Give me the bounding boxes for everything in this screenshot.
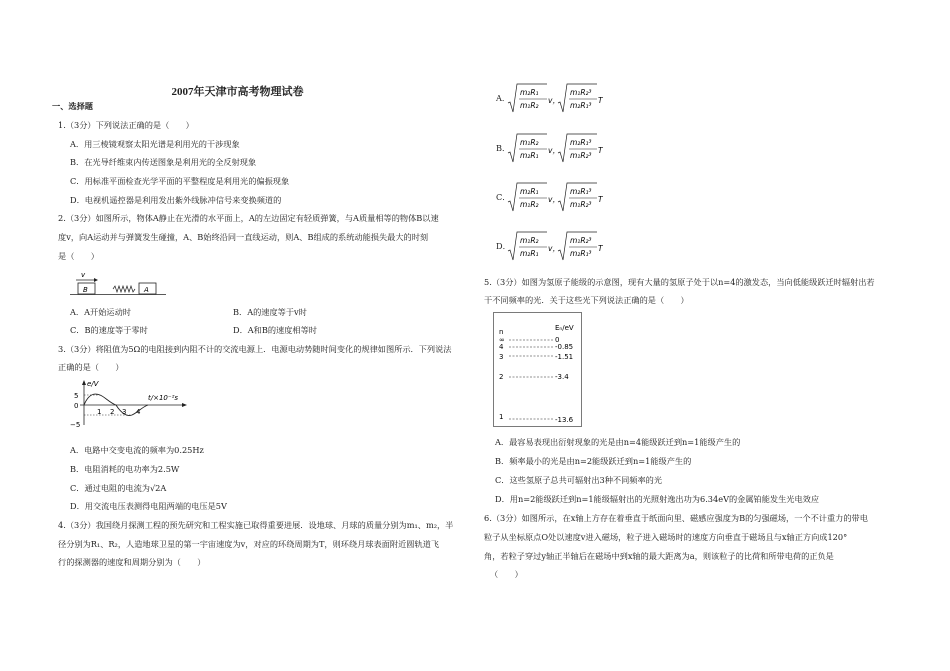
q4-stem-line1: 4.（3分）我国绕月探测工程的预先研究和工程实施已取得重要进展．设地球、月球的质量分别为m₁、m₂，半 bbox=[58, 520, 454, 530]
q5-option-a: A．最容易表现出衍射现象的光是由n=4能级跃迁到n=1能级产生的 bbox=[495, 437, 741, 447]
section-heading: 一、选择题 bbox=[52, 101, 93, 111]
q2-option-d: D．A和B的速度相等时 bbox=[233, 325, 317, 335]
q4-period-fraction-numerator: m₁R₂³ bbox=[570, 236, 592, 245]
q5-fig-e: Eₙ/eV bbox=[555, 324, 574, 332]
q4-velocity-symbol: v， bbox=[548, 195, 560, 204]
q4-velocity-symbol: v， bbox=[548, 146, 560, 155]
q5-option-d: D．用n=2能级跃迁到n=1能级辐射出的光照射逸出功为6.34eV的金属铂能发生光电效应 bbox=[495, 494, 820, 504]
q4-velocity-fraction-numerator: m₂R₁ bbox=[520, 88, 539, 97]
q3-fig-x3: 3 bbox=[122, 408, 127, 416]
q3-fig-ylabel: e/V bbox=[87, 380, 99, 388]
q2-fig-b: B bbox=[83, 286, 88, 294]
q3-fig-y0: 0 bbox=[74, 402, 79, 410]
q2-fig-a: A bbox=[144, 286, 149, 294]
q2-stem-line2: 度v，向A运动并与弹簧发生碰撞，A、B始终沿同一直线运动，则A、B组成的系统动能损失最大的时刻 bbox=[58, 232, 429, 242]
q1-option-a: A．用三棱镜观察太阳光谱是利用光的干涉现象 bbox=[70, 139, 240, 149]
q5-level-2-e: -3.4 bbox=[555, 373, 569, 381]
q4-period-fraction-numerator: m₂R₁³ bbox=[570, 138, 592, 147]
q4-period-symbol: T bbox=[598, 195, 603, 204]
q3-stem-line1: 3.（3分）将阻值为5Ω的电阻接到内阻不计的交流电源上．电源电动势随时间变化的规律如图所示．下列说法 bbox=[58, 344, 452, 354]
q3-option-c-text: C．通过电阻的电流为 bbox=[70, 483, 150, 493]
q4-stem-line3: 行的探测器的速度和周期分别为（ ） bbox=[58, 557, 206, 567]
q3-fig-xlabel: t/×10⁻²s bbox=[148, 394, 179, 402]
q3-stem-line2: 正确的是（ ） bbox=[58, 362, 124, 372]
q4-period-symbol: T bbox=[598, 96, 603, 105]
q2-option-c: C．B的速度等于零时 bbox=[70, 325, 148, 335]
q5-option-b: B．频率最小的光是由n=2能级跃迁到n=1能级产生的 bbox=[495, 456, 692, 466]
q5-level-4-n: 4 bbox=[499, 343, 504, 351]
page-title: 2007年天津市高考物理试卷 bbox=[171, 86, 304, 98]
q3-option-d: D．用交流电压表测得电阻两端的电压是5V bbox=[70, 501, 227, 511]
q3-option-c-value: √2A bbox=[149, 483, 167, 493]
q6-stem-line2: 粒子从坐标原点O处以速度v进入磁场，粒子进入磁场时的速度方向垂直于磁场且与x轴正方向成120° bbox=[484, 532, 848, 542]
q4-option-label: B． bbox=[496, 143, 511, 153]
q4-velocity-fraction-denominator: m₁R₂ bbox=[520, 200, 539, 209]
q4-option-label: A． bbox=[496, 93, 511, 103]
q5-level-3-n: 3 bbox=[499, 353, 504, 361]
q3-emf-graph bbox=[62, 377, 192, 437]
q4-velocity-fraction-denominator: m₂R₁ bbox=[520, 151, 539, 160]
q4-option-expression bbox=[508, 133, 608, 167]
q5-stem-line1: 5.（3分）如图为氢原子能级的示意图，现有大量的氢原子处于以n=4的激发态，当向低能级跃迁时辐射出若 bbox=[484, 277, 875, 287]
q4-stem-line2: 径分别为R₁、R₂，人造地球卫星的第一宇宙速度为v，对应的环绕周期为T，则环绕月球表面附近圆轨道飞 bbox=[58, 539, 440, 549]
q4-option-expression bbox=[508, 83, 608, 117]
q2-spring bbox=[113, 286, 135, 292]
q6-stem-line3: 角，若粒子穿过y轴正半轴后在磁场中到x轴的最大距离为a，则该粒子的比荷和所带电荷的正负是 bbox=[484, 551, 834, 561]
q5-fig-n: n bbox=[499, 328, 504, 336]
q5-level-3-e: -1.51 bbox=[555, 353, 574, 361]
q2-fig-v: v bbox=[81, 271, 86, 279]
q1-option-b: B．在光导纤维束内传送图象是利用光的全反射现象 bbox=[70, 157, 257, 167]
q4-option-expression bbox=[508, 231, 608, 265]
q6-stem-line4: （ ） bbox=[490, 569, 523, 579]
q1-option-d: D．电视机遥控器是利用发出紫外线脉冲信号来变换频道的 bbox=[70, 195, 282, 205]
q3-fig-y5: 5 bbox=[74, 392, 79, 400]
q6-stem-line1: 6.（3分）如图所示，在x轴上方存在着垂直于纸面向里、磁感应强度为B的匀强磁场，一个不计重力的带电 bbox=[484, 513, 868, 523]
q4-velocity-symbol: v， bbox=[548, 244, 560, 253]
q3-option-a: A．电路中交变电流的频率为0.25Hz bbox=[70, 445, 204, 455]
q4-period-symbol: T bbox=[598, 146, 603, 155]
q2-figure bbox=[68, 268, 168, 298]
q5-stem-line2: 干不同频率的光．关于这些光下列说法正确的是（ ） bbox=[484, 295, 689, 305]
q5-level-4-e: -0.85 bbox=[555, 343, 574, 351]
q2-stem-line3: 是（ ） bbox=[58, 251, 99, 261]
q2-option-b: B．A的速度等于v时 bbox=[233, 307, 307, 317]
q3-fig-x4: 4 bbox=[136, 408, 141, 416]
q3-fig-x1: 1 bbox=[97, 408, 102, 416]
q3-option-c bbox=[70, 483, 166, 494]
q5-level-2-n: 2 bbox=[499, 373, 504, 381]
q1-option-c: C．用标准平面检查光学平面的平整程度是利用光的偏振现象 bbox=[70, 176, 290, 186]
q4-period-fraction-denominator: m₂R₁³ bbox=[570, 101, 592, 110]
q5-level-1-e: -13.6 bbox=[555, 416, 574, 424]
q4-period-fraction-denominator: m₁R₂³ bbox=[570, 151, 592, 160]
q5-level-1-n: 1 bbox=[499, 413, 504, 421]
q3-option-b: B．电阻消耗的电功率为2.5W bbox=[70, 464, 180, 474]
q4-velocity-fraction-denominator: m₁R₂ bbox=[520, 101, 539, 110]
q4-velocity-symbol: v， bbox=[548, 96, 560, 105]
q4-velocity-fraction-numerator: m₁R₂ bbox=[520, 236, 539, 245]
q3-fig-ym5: −5 bbox=[70, 421, 81, 429]
q2-option-a: A．A开始运动时 bbox=[70, 307, 131, 317]
q5-fig-inf: ∞ bbox=[499, 336, 505, 344]
q4-velocity-fraction-numerator: m₂R₁ bbox=[520, 187, 539, 196]
q4-velocity-fraction-numerator: m₁R₂ bbox=[520, 138, 539, 147]
q4-period-fraction-denominator: m₁R₂³ bbox=[570, 200, 592, 209]
q4-period-symbol: T bbox=[598, 244, 603, 253]
q4-period-fraction-numerator: m₂R₁³ bbox=[570, 187, 592, 196]
q3-fig-x2: 2 bbox=[110, 408, 115, 416]
q5-energy-level-diagram bbox=[493, 312, 583, 428]
q1-stem: 1.（3分）下列说法正确的是（ ） bbox=[58, 120, 194, 130]
q4-option-label: C． bbox=[496, 192, 511, 202]
q4-period-fraction-denominator: m₂R₁³ bbox=[570, 249, 592, 258]
q4-velocity-fraction-denominator: m₂R₁ bbox=[520, 249, 539, 258]
q5-option-c: C．这些氢原子总共可辐射出3种不同频率的光 bbox=[495, 475, 663, 485]
q5-fig-inf-e: 0 bbox=[555, 336, 560, 344]
q4-option-expression bbox=[508, 182, 608, 216]
q4-period-fraction-numerator: m₁R₂³ bbox=[570, 88, 592, 97]
q4-option-label: D． bbox=[496, 241, 511, 251]
q2-stem-line1: 2.（3分）如图所示，物体A静止在光滑的水平面上，A的左边固定有轻质弹簧，与A质量相等的物体B以速 bbox=[58, 213, 439, 223]
